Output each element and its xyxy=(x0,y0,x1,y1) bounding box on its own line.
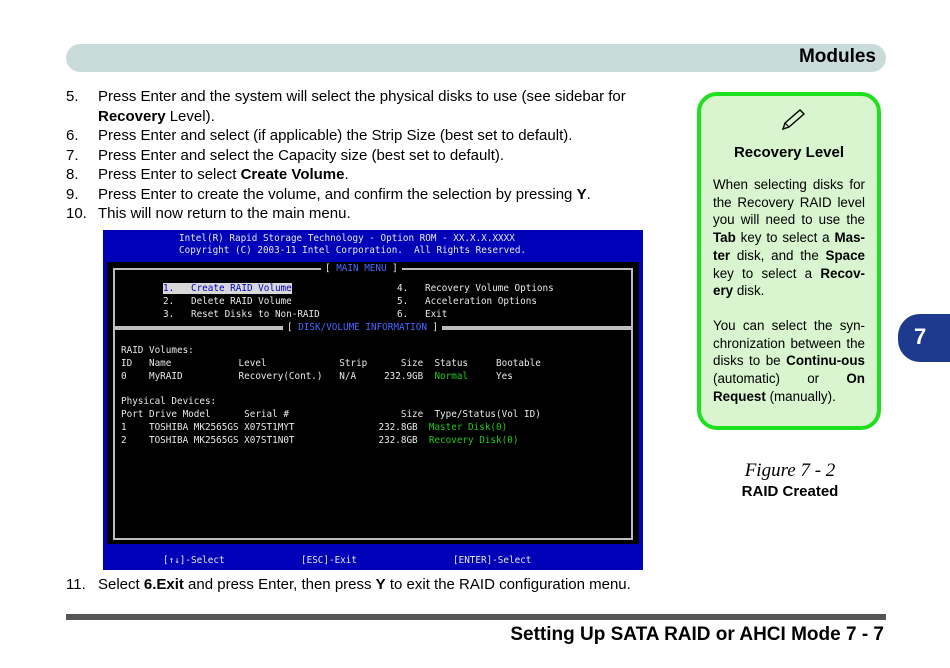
step-item xyxy=(66,146,676,166)
sidebar-paragraph: You can select the syn-chronization between the disks to be Continu-ous (automatic) or On Request (manually). xyxy=(713,317,865,404)
menu-item-acceleration[interactable]: 5. Acceleration Options xyxy=(397,296,537,307)
step-number: 8. xyxy=(66,166,79,183)
step-item xyxy=(66,126,676,146)
main-menu-title: [ MAIN MENU ] xyxy=(321,263,402,275)
step-item xyxy=(66,204,676,224)
step-item xyxy=(66,185,676,205)
physical-row: 1 TOSHIBA MK2565GS X07ST1MYT 232.8GB Master Disk(0) xyxy=(121,422,508,433)
bios-title-line-1: Intel(R) Rapid Storage Technology - Option ROM - XX.X.X.XXXX xyxy=(179,233,515,244)
step-item xyxy=(66,87,676,126)
menu-item-recovery-options[interactable]: 4. Recovery Volume Options xyxy=(397,283,554,294)
step-text: Press Enter and select (if applicable) the Strip Size (best set to default). xyxy=(98,127,573,144)
step-text: Press Enter to create the volume, and confirm the selection by pressing Y. xyxy=(98,185,591,203)
bios-footer-select: [↑↓]-Select xyxy=(163,555,225,566)
menu-item-reset-disks[interactable]: 3. Reset Disks to Non-RAID xyxy=(163,309,320,320)
footer-bar xyxy=(66,614,886,620)
step-text: Select 6.Exit and press Enter, then press Y to exit the RAID configuration menu. xyxy=(98,576,631,593)
physical-table-header: Port Drive Model Serial # Size Type/Status(Vol ID) xyxy=(121,409,541,420)
figure-label: Figure 7 - 2 xyxy=(744,460,836,481)
step-text: Press Enter and select the Capacity size (best set to default). xyxy=(98,146,505,164)
step-number: 10. xyxy=(66,205,87,222)
step-number: 5. xyxy=(66,88,79,105)
volume-row: 0 MyRAID Recovery(Cont.) N/A 232.9GB Normal Yes xyxy=(121,371,513,382)
physical-devices-heading: Physical Devices: xyxy=(121,396,217,407)
step-number: 7. xyxy=(66,146,79,164)
bios-screenshot xyxy=(103,230,643,570)
menu-item-delete-raid[interactable]: 2. Delete RAID Volume xyxy=(163,296,292,307)
sidebar-note xyxy=(697,92,881,430)
menu-item-exit[interactable]: 6. Exit xyxy=(397,309,448,320)
bios-footer-exit: [ESC]-Exit xyxy=(301,555,357,566)
step-number: 11. xyxy=(66,576,86,593)
volume-table-header: ID Name Level Strip Size Status Bootable xyxy=(121,358,541,369)
step-text: Press Enter and the system will select the physical disks to use (see sidebar for Recovery Level). xyxy=(98,88,626,125)
header-bar xyxy=(66,44,886,72)
menu-item-create-raid[interactable]: 1. Create RAID Volume xyxy=(163,283,292,294)
step-number: 6. xyxy=(66,127,79,144)
step-number: 9. xyxy=(66,185,79,203)
figure-caption: RAID Created xyxy=(741,483,839,500)
raid-volumes-heading: RAID Volumes: xyxy=(121,345,194,356)
step-text: This will now return to the main menu. xyxy=(98,205,351,222)
bios-main-panel xyxy=(107,262,639,544)
step-11 xyxy=(66,576,631,593)
footer-title: Setting Up SATA RAID or AHCI Mode 7 - 7 xyxy=(510,624,884,645)
bios-footer-enter: [ENTER]-Select xyxy=(453,555,532,566)
physical-row: 2 TOSHIBA MK2565GS X07ST1N0T 232.8GB Recovery Disk(0) xyxy=(121,435,519,446)
steps-list xyxy=(66,87,676,224)
chapter-tab-number: 7 xyxy=(914,324,927,349)
sidebar-title: Recovery Level xyxy=(733,144,845,161)
disk-info-title: [ DISK/VOLUME INFORMATION ] xyxy=(283,322,442,334)
step-text: Press Enter to select Create Volume. xyxy=(98,166,349,183)
sidebar-body xyxy=(713,176,865,422)
step-item xyxy=(66,165,676,185)
bios-title-line-2: Copyright (C) 2003-11 Intel Corporation. All Rights Reserved. xyxy=(179,245,527,256)
sidebar-paragraph: When selecting disks for the Recovery RAID level you will need to use the Tab key to select a Mas-ter disk, and the Space key to select a Recov-ery disk. xyxy=(713,177,865,299)
pen-icon xyxy=(779,108,807,132)
header-title: Modules xyxy=(798,46,876,67)
